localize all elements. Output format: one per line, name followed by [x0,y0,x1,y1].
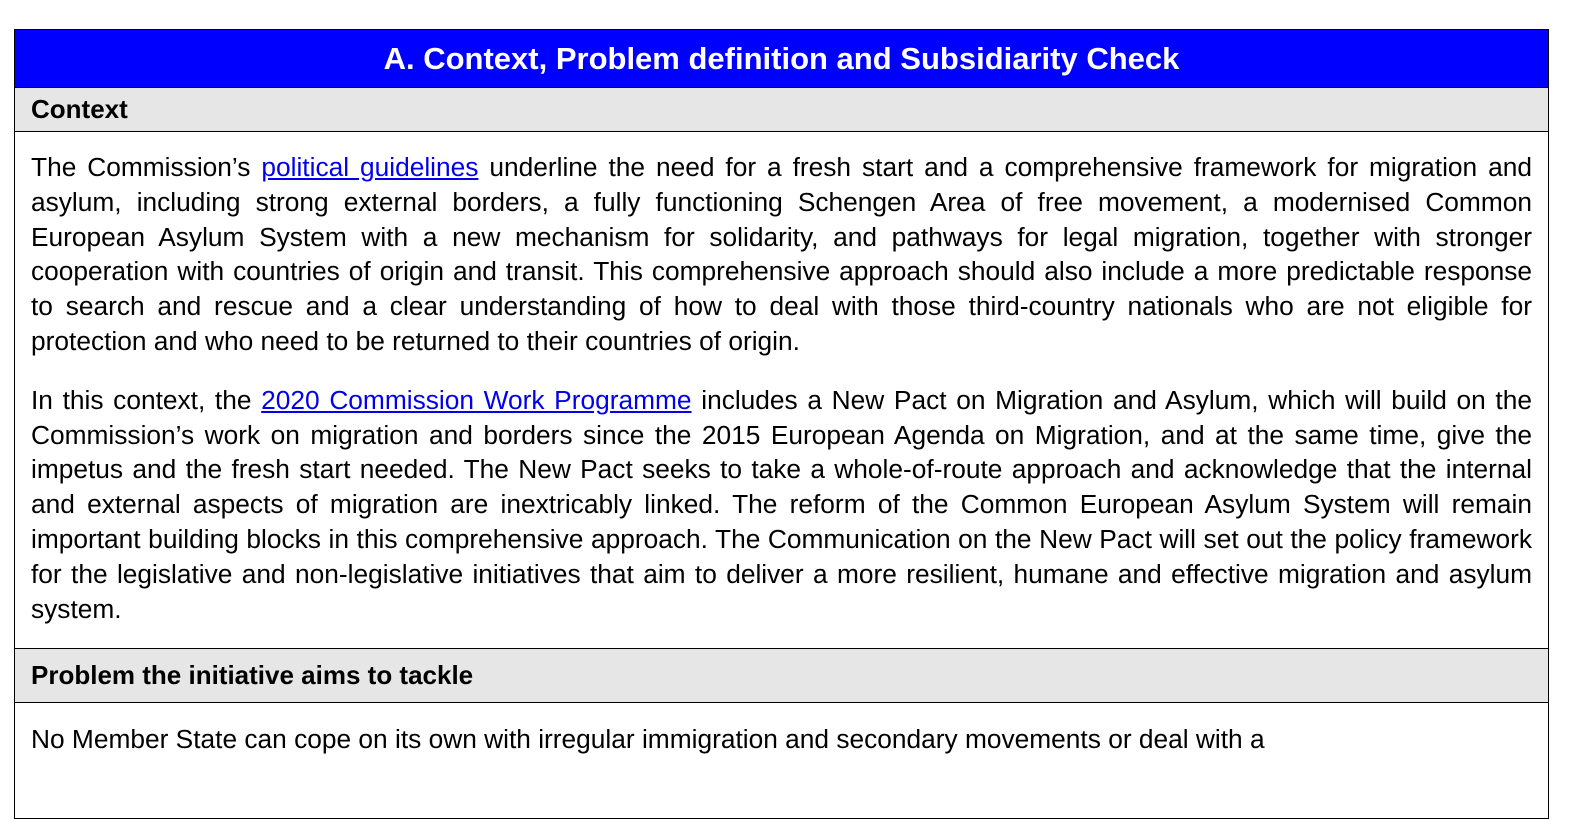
political-guidelines-link[interactable]: political guidelines [261,152,479,182]
context-paragraph-1-rest: underline the need for a fresh start and a comprehensive framework for migration and asylum, including strong external borders, a fully functioning Schengen Area of free movement, a modernised Common European Asylum System with a new mechanism for solidarity, and pathways for legal migration, together with stronger cooperation with countries of origin and transit. This comprehensive approach should also include a more predictable response to search and rescue and a clear understanding of how to deal with those third-country nationals who are not eligible for protection and who need to be returned to their countries of origin. [31,152,1532,356]
context-paragraph-2-lead: In this context, the [31,384,262,415]
document-title: A. Context, Problem definition and Subsidiarity Check [15,30,1548,88]
context-paragraph-1-lead: The Commission’s [31,152,262,182]
problem-heading: Problem the initiative aims to tackle [15,648,1548,703]
document-table [14,29,1549,819]
problem-section-body [15,703,1548,757]
context-heading: Context [15,88,1548,132]
context-paragraph-1 [31,150,1532,359]
context-paragraph-2-rest: includes a New Pact on Migration and Asylum, which will build on the Commission’s work on migration and borders since the 2015 European Agenda on Migration, and at the same time, give the impetus and the fresh start needed. The New Pact seeks to take a whole-of-route approach and acknowledge that the internal and external aspects of migration are inextricably linked. The reform of the Common European Asylum System will remain important building blocks in this comprehensive approach. The Communication on the New Pact will set out the policy framework for the legislative and non-legislative initiatives that aim to deliver a more resilient, humane and effective migration and asylum system. [31,384,1532,624]
context-paragraph-2 [31,383,1532,627]
problem-paragraph-1: No Member State can cope on its own with irregular immigration and secondary movements or deal with a [31,724,1265,755]
work-programme-link[interactable]: 2020 Commission Work Programme [261,384,692,415]
context-section-body [15,132,1548,648]
